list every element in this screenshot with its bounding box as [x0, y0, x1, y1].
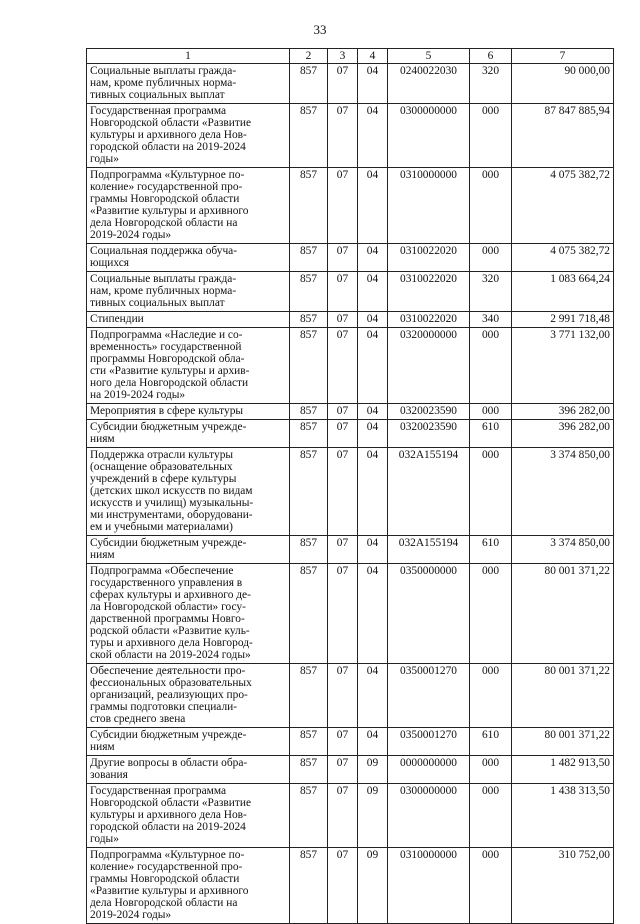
ministry-code-cell: 857	[290, 728, 328, 756]
expense-type-cell: 610	[470, 420, 512, 448]
ministry-code-cell: 857	[290, 104, 328, 168]
expense-type-cell: 000	[470, 328, 512, 404]
subsection-code-cell: 04	[358, 536, 388, 564]
section-code-cell: 07	[328, 244, 358, 272]
ministry-code-cell: 857	[290, 168, 328, 244]
amount-cell: 1 438 313,50	[512, 784, 614, 848]
table-row	[87, 404, 614, 420]
expense-type-cell: 000	[470, 104, 512, 168]
ministry-code-cell: 857	[290, 756, 328, 784]
table-row	[87, 328, 614, 404]
column-header: 1	[87, 49, 290, 64]
subsection-code-cell: 04	[358, 404, 388, 420]
target-article-cell: 0310022020	[388, 312, 470, 328]
table-row	[87, 784, 614, 848]
amount-cell: 80 001 371,22	[512, 664, 614, 728]
ministry-code-cell: 857	[290, 272, 328, 312]
item-name-cell: Поддержка отрасли культуры (оснащение образовательных учреждений в сфере культуры (детских школ искусств по видам искусств и училищ) музыкальны- ми инструментами, оборудовани- ем и учебными материалами)	[87, 448, 290, 536]
target-article-cell: 0000000000	[388, 756, 470, 784]
subsection-code-cell: 04	[358, 104, 388, 168]
target-article-cell: 0350001270	[388, 728, 470, 756]
expense-type-cell: 000	[470, 448, 512, 536]
expense-type-cell: 000	[470, 168, 512, 244]
amount-cell: 2 991 718,48	[512, 312, 614, 328]
subsection-code-cell: 04	[358, 328, 388, 404]
expense-type-cell: 000	[470, 848, 512, 924]
expense-type-cell: 340	[470, 312, 512, 328]
ministry-code-cell: 857	[290, 848, 328, 924]
table-row	[87, 664, 614, 728]
section-code-cell: 07	[328, 848, 358, 924]
table-row	[87, 272, 614, 312]
subsection-code-cell: 09	[358, 756, 388, 784]
item-name-cell: Государственная программа Новгородской области «Развитие культуры и архивного дела Нов- городской области на 2019-2024 годы»	[87, 104, 290, 168]
target-article-cell: 0320023590	[388, 404, 470, 420]
table-row	[87, 64, 614, 104]
amount-cell: 1 083 664,24	[512, 272, 614, 312]
subsection-code-cell: 04	[358, 728, 388, 756]
target-article-cell: 0320000000	[388, 328, 470, 404]
section-code-cell: 07	[328, 168, 358, 244]
amount-cell: 3 374 850,00	[512, 448, 614, 536]
section-code-cell: 07	[328, 328, 358, 404]
target-article-cell: 0300000000	[388, 104, 470, 168]
ministry-code-cell: 857	[290, 244, 328, 272]
section-code-cell: 07	[328, 728, 358, 756]
amount-cell: 4 075 382,72	[512, 244, 614, 272]
table-row	[87, 312, 614, 328]
ministry-code-cell: 857	[290, 64, 328, 104]
expense-type-cell: 000	[470, 404, 512, 420]
target-article-cell: 0310022020	[388, 272, 470, 312]
section-code-cell: 07	[328, 272, 358, 312]
target-article-cell: 0350000000	[388, 564, 470, 664]
ministry-code-cell: 857	[290, 328, 328, 404]
amount-cell: 80 001 371,22	[512, 564, 614, 664]
ministry-code-cell: 857	[290, 312, 328, 328]
expense-type-cell: 320	[470, 64, 512, 104]
column-header: 2	[290, 49, 328, 64]
table-row	[87, 104, 614, 168]
subsection-code-cell: 04	[358, 664, 388, 728]
table-row	[87, 448, 614, 536]
expense-type-cell: 000	[470, 564, 512, 664]
section-code-cell: 07	[328, 536, 358, 564]
target-article-cell: 0350001270	[388, 664, 470, 728]
column-header: 4	[358, 49, 388, 64]
expense-type-cell: 000	[470, 756, 512, 784]
item-name-cell: Подпрограмма «Культурное по- коление» государственной про- граммы Новгородской области «Развитие культуры и архивного дела Новгородской области на 2019-2024 годы»	[87, 848, 290, 924]
item-name-cell: Социальные выплаты граждa- нам, кроме публичных норма- тивных социальных выплат	[87, 64, 290, 104]
target-article-cell: 0310022020	[388, 244, 470, 272]
expense-type-cell: 000	[470, 244, 512, 272]
section-code-cell: 07	[328, 64, 358, 104]
item-name-cell: Социальная поддержка обуча- ющихся	[87, 244, 290, 272]
subsection-code-cell: 04	[358, 420, 388, 448]
ministry-code-cell: 857	[290, 420, 328, 448]
target-article-cell: 0300000000	[388, 784, 470, 848]
ministry-code-cell: 857	[290, 448, 328, 536]
ministry-code-cell: 857	[290, 536, 328, 564]
expense-type-cell: 000	[470, 664, 512, 728]
amount-cell: 3 771 132,00	[512, 328, 614, 404]
table-row	[87, 168, 614, 244]
section-code-cell: 07	[328, 756, 358, 784]
amount-cell: 4 075 382,72	[512, 168, 614, 244]
section-code-cell: 07	[328, 312, 358, 328]
target-article-cell: 032A155194	[388, 448, 470, 536]
target-article-cell: 032A155194	[388, 536, 470, 564]
item-name-cell: Субсидии бюджетным учрежде- ниям	[87, 728, 290, 756]
table-row	[87, 244, 614, 272]
amount-cell: 396 282,00	[512, 404, 614, 420]
item-name-cell: Подпрограмма «Наследие и со- временность» государственной программы Новгородской обла- сти «Развитие культуры и архив- ного дела Новгородской области на 2019-2024 годы»	[87, 328, 290, 404]
table-row	[87, 564, 614, 664]
expense-type-cell: 610	[470, 536, 512, 564]
item-name-cell: Подпрограмма «Обеспечение государственного управления в сферах культуры и архивного де- ла Новгородской области» госу- дарственной программы Новго- родской области «Развитие куль- туры и архивного дела Новгород- ской области на 2019-2024 годы»	[87, 564, 290, 664]
item-name-cell: Обеспечение деятельности про- фессиональных образовательных организаций, реализующих про- граммы подготовки специали- стов среднего звена	[87, 664, 290, 728]
item-name-cell: Государственная программа Новгородской области «Развитие культуры и архивного дела Нов- городской области на 2019-2024 годы»	[87, 784, 290, 848]
expense-type-cell: 610	[470, 728, 512, 756]
column-header: 7	[512, 49, 614, 64]
subsection-code-cell: 04	[358, 64, 388, 104]
amount-cell: 80 001 371,22	[512, 728, 614, 756]
item-name-cell: Стипендии	[87, 312, 290, 328]
amount-cell: 3 374 850,00	[512, 536, 614, 564]
item-name-cell: Подпрограмма «Культурное по- коление» государственной про- граммы Новгородской области «Развитие культуры и архивного дела Новгородской области на 2019-2024 годы»	[87, 168, 290, 244]
column-header: 6	[470, 49, 512, 64]
header-row	[87, 49, 614, 64]
amount-cell: 396 282,00	[512, 420, 614, 448]
amount-cell: 87 847 885,94	[512, 104, 614, 168]
subsection-code-cell: 04	[358, 168, 388, 244]
column-header: 3	[328, 49, 358, 64]
subsection-code-cell: 04	[358, 244, 388, 272]
ministry-code-cell: 857	[290, 784, 328, 848]
amount-cell: 310 752,00	[512, 848, 614, 924]
page-number: 33	[313, 22, 327, 37]
section-code-cell: 07	[328, 420, 358, 448]
target-article-cell: 0320023590	[388, 420, 470, 448]
target-article-cell: 0310000000	[388, 848, 470, 924]
table-row	[87, 728, 614, 756]
amount-cell: 1 482 913,50	[512, 756, 614, 784]
ministry-code-cell: 857	[290, 664, 328, 728]
subsection-code-cell: 04	[358, 312, 388, 328]
table-row	[87, 756, 614, 784]
section-code-cell: 07	[328, 404, 358, 420]
item-name-cell: Субсидии бюджетным учрежде- ниям	[87, 536, 290, 564]
table-row	[87, 848, 614, 924]
subsection-code-cell: 04	[358, 448, 388, 536]
table-row	[87, 420, 614, 448]
section-code-cell: 07	[328, 104, 358, 168]
ministry-code-cell: 857	[290, 404, 328, 420]
ministry-code-cell: 857	[290, 564, 328, 664]
section-code-cell: 07	[328, 664, 358, 728]
target-article-cell: 0310000000	[388, 168, 470, 244]
table-row	[87, 536, 614, 564]
item-name-cell: Другие вопросы в области обра- зования	[87, 756, 290, 784]
subsection-code-cell: 09	[358, 848, 388, 924]
item-name-cell: Социальные выплаты граждa- нам, кроме публичных норма- тивных социальных выплат	[87, 272, 290, 312]
section-code-cell: 07	[328, 784, 358, 848]
amount-cell: 90 000,00	[512, 64, 614, 104]
budget-table	[86, 48, 614, 924]
target-article-cell: 0240022030	[388, 64, 470, 104]
expense-type-cell: 320	[470, 272, 512, 312]
item-name-cell: Мероприятия в сфере культуры	[87, 404, 290, 420]
section-code-cell: 07	[328, 564, 358, 664]
column-header: 5	[388, 49, 470, 64]
subsection-code-cell: 04	[358, 564, 388, 664]
subsection-code-cell: 09	[358, 784, 388, 848]
section-code-cell: 07	[328, 448, 358, 536]
subsection-code-cell: 04	[358, 272, 388, 312]
item-name-cell: Субсидии бюджетным учрежде- ниям	[87, 420, 290, 448]
expense-type-cell: 000	[470, 784, 512, 848]
